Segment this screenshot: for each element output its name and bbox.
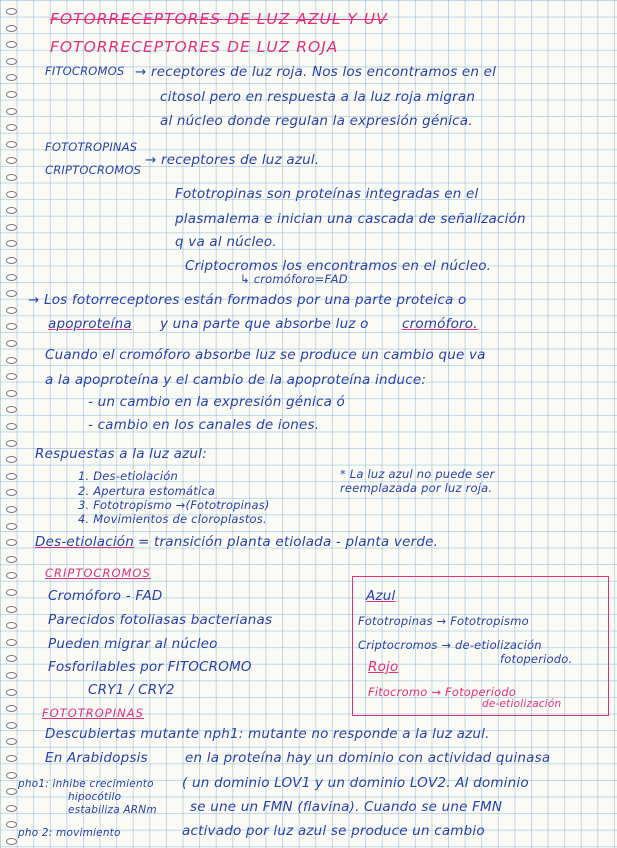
title-red-light: FOTORRECEPTORES DE LUZ ROJA xyxy=(50,38,339,56)
spiral-hole xyxy=(6,440,17,447)
box-azul: Azul xyxy=(366,588,396,604)
note-line: * La luz azul no puede ser xyxy=(340,467,495,481)
fotorreceptores-line: → Los fotorreceptores están formados por una parte proteica o xyxy=(28,292,467,308)
spiral-hole xyxy=(6,124,17,131)
cromoforo-line: Cuando el cromóforo absorbe luz se produce un cambio que va xyxy=(45,347,486,363)
criptocromos-item: Pueden migrar al núcleo xyxy=(48,636,218,652)
spiral-hole xyxy=(6,423,17,430)
spiral-hole xyxy=(6,523,17,530)
respuesta-item: 3. Fototropismo →(Fototropinas) xyxy=(78,498,270,512)
spiral-hole xyxy=(6,705,17,712)
spiral-hole xyxy=(6,788,17,795)
spiral-hole xyxy=(6,141,17,148)
spiral-hole xyxy=(6,772,17,779)
spiral-hole xyxy=(6,722,17,729)
fitocromos-line: citosol pero en respuesta a la luz roja migran xyxy=(160,89,476,105)
spiral-hole xyxy=(6,489,17,496)
cromoforo-effect: - un cambio en la expresión génica ó xyxy=(88,394,345,410)
spiral-hole xyxy=(6,473,17,480)
fotorreceptores-line: y una parte que absorbe luz o xyxy=(160,316,369,332)
spiral-hole xyxy=(6,91,17,98)
box-line: fotoperiodo. xyxy=(500,652,573,666)
spiral-hole xyxy=(6,639,17,646)
spiral-hole xyxy=(6,838,17,845)
spiral-binding xyxy=(0,0,26,848)
arabidopsis-label: En Arabidopsis xyxy=(45,750,148,766)
fototropinas-line: se une un FMN (flavina). Cuando se une FMN xyxy=(190,799,503,815)
spiral-hole xyxy=(6,157,17,164)
spiral-hole xyxy=(6,8,17,15)
spiral-hole xyxy=(6,323,17,330)
spiral-hole xyxy=(6,821,17,828)
spiral-hole xyxy=(6,506,17,513)
pho1-note: estabiliza ARNm xyxy=(68,804,157,816)
pho1-note: pho1: inhibe crecimiento xyxy=(18,778,154,790)
spiral-hole xyxy=(6,274,17,281)
fototropinas-title: FOTOTROPINAS xyxy=(42,706,144,720)
cromoforo-term: cromóforo. xyxy=(402,316,478,332)
box-line: de-etiolización xyxy=(482,698,562,710)
fitocromos-line: → receptores de luz roja. Nos los encontramos en el xyxy=(135,64,497,80)
spiral-hole xyxy=(6,240,17,247)
respuesta-item: 4. Movimientos de cloroplastos. xyxy=(78,512,267,526)
fototropinas-line: en la proteína hay un dominio con actividad quinasa xyxy=(185,750,551,766)
spiral-hole xyxy=(6,307,17,314)
spiral-hole xyxy=(6,572,17,579)
criptocromos-item: Parecidos fotoliasas bacterianas xyxy=(48,612,273,628)
spiral-hole xyxy=(6,108,17,115)
desetiolacion-def: = transición planta etiolada - planta verde. xyxy=(138,534,439,550)
blue-receptors: → receptores de luz azul. xyxy=(145,152,320,168)
fitocromos-line: al núcleo donde regulan la expresión génica. xyxy=(160,113,473,129)
spiral-hole xyxy=(6,390,17,397)
fototropinas-line: q va al núcleo. xyxy=(175,234,277,250)
spiral-hole xyxy=(6,74,17,81)
cromoforo-effect: - cambio en los canales de iones. xyxy=(88,417,320,433)
fitocromos-label: FITOCROMOS xyxy=(45,64,125,78)
respuesta-item: 1. Des-etiolación xyxy=(78,469,178,483)
criptocromos-item: CRY1 / CRY2 xyxy=(88,682,175,698)
title-struck: FOTORRECEPTORES DE LUZ AZUL Y UV xyxy=(50,10,388,28)
spiral-hole xyxy=(6,290,17,297)
desetiolacion-label: Des-etiolación xyxy=(35,534,135,550)
spiral-hole xyxy=(6,539,17,546)
spiral-hole xyxy=(6,655,17,662)
spiral-hole xyxy=(6,373,17,380)
cromoforo-line: a la apoproteína y el cambio de la apoproteína induce: xyxy=(45,372,427,388)
box-line: Fototropinas → Fototropismo xyxy=(358,614,529,628)
criptocromos-label: CRIPTOCROMOS xyxy=(45,163,142,177)
fototropinas-line: ( un dominio LOV1 y un dominio LOV2. Al dominio xyxy=(182,775,529,791)
fototropinas-line: plasmalema e inician una cascada de señalización xyxy=(175,211,526,227)
criptocromos-item: Cromóforo - FAD xyxy=(48,588,163,604)
spiral-hole xyxy=(6,174,17,181)
spiral-hole xyxy=(6,257,17,264)
box-line: Fitocromo → Fotoperiodo xyxy=(368,685,517,699)
spiral-hole xyxy=(6,406,17,413)
spiral-hole xyxy=(6,340,17,347)
spiral-hole xyxy=(6,556,17,563)
fototropinas-line: Fototropinas son proteínas integradas en el xyxy=(175,186,479,202)
criptocromos-line: Criptocromos los encontramos en el núcleo. xyxy=(185,258,492,274)
box-line: Criptocromos → de-etiolización xyxy=(358,638,542,652)
spiral-hole xyxy=(6,589,17,596)
spiral-hole xyxy=(6,805,17,812)
fototropinas-line: Descubiertas mutante nph1: mutante no responde a la luz azul. xyxy=(45,726,490,742)
spiral-hole xyxy=(6,357,17,364)
spiral-hole xyxy=(6,689,17,696)
spiral-hole xyxy=(6,622,17,629)
spiral-hole xyxy=(6,25,17,32)
spiral-hole xyxy=(6,606,17,613)
pho2-note: pho 2: movimiento xyxy=(18,827,121,839)
note-line: reemplazada por luz roja. xyxy=(340,481,493,495)
criptocromos-item: Fosforilables por FITOCROMO xyxy=(48,659,252,675)
fototropinas-label: FOTOTROPINAS xyxy=(45,140,138,154)
criptocromos-title: CRIPTOCROMOS xyxy=(45,566,151,580)
apoproteina-term: apoproteína xyxy=(48,316,132,332)
spiral-hole xyxy=(6,738,17,745)
spiral-hole xyxy=(6,755,17,762)
respuestas-title: Respuestas a la luz azul: xyxy=(35,446,207,462)
cromoforo-fad: ↳ cromóforo=FAD xyxy=(240,272,348,286)
spiral-hole xyxy=(6,58,17,65)
spiral-hole xyxy=(6,191,17,198)
spiral-hole xyxy=(6,207,17,214)
spiral-hole xyxy=(6,224,17,231)
spiral-hole xyxy=(6,41,17,48)
spiral-hole xyxy=(6,456,17,463)
fototropinas-line: activado por luz azul se produce un cambio xyxy=(182,823,485,839)
pho1-note: hipocótilo xyxy=(68,791,122,803)
respuesta-item: 2. Apertura estomática xyxy=(78,484,216,498)
box-rojo: Rojo xyxy=(368,659,399,675)
spiral-hole xyxy=(6,672,17,679)
